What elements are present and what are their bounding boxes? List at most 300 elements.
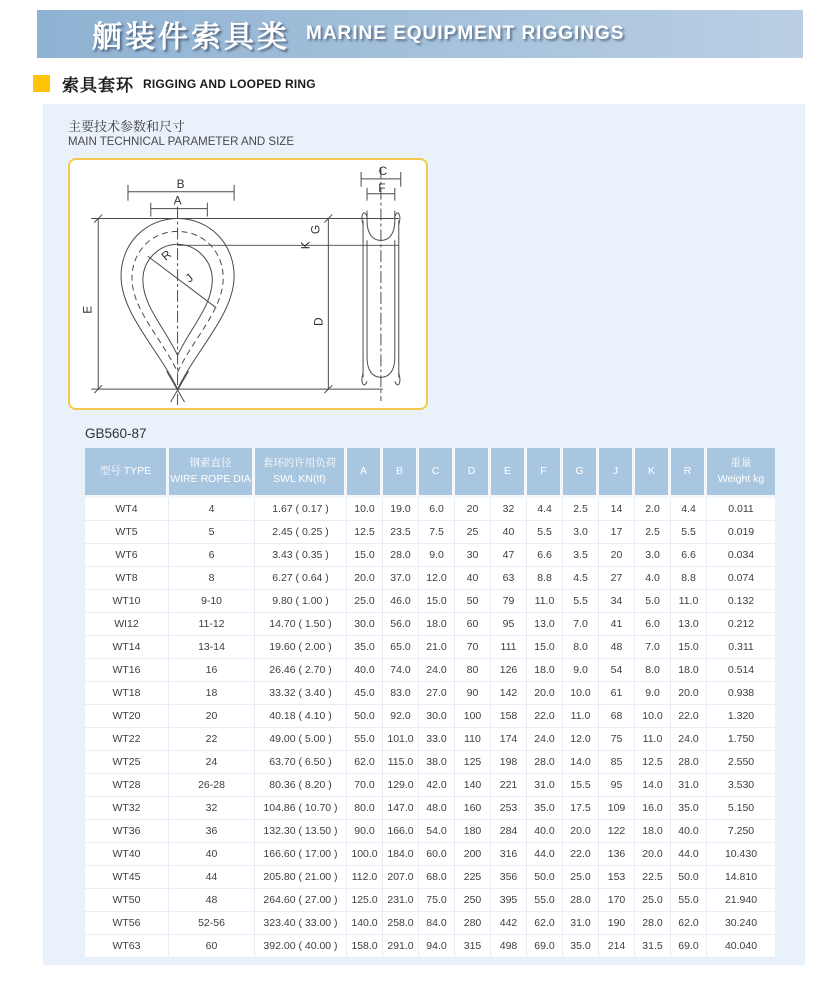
technical-drawing-box <box>68 158 428 410</box>
cell-b: 46.0 <box>383 590 419 613</box>
cell-type: WT56 <box>85 912 169 935</box>
cell-j: 34 <box>599 590 635 613</box>
cell-wire-rope-dia: 32 <box>169 797 255 820</box>
cell-type: WT36 <box>85 820 169 843</box>
cell-swl: 40.18 ( 4.10 ) <box>255 705 347 728</box>
cell-k: 6.0 <box>635 613 671 636</box>
cell-e: 284 <box>491 820 527 843</box>
cell-swl: 104.86 ( 10.70 ) <box>255 797 347 820</box>
cell-weight: 0.938 <box>707 682 775 705</box>
col-header-f: F <box>527 448 563 498</box>
cell-g: 35.0 <box>563 935 599 958</box>
cell-k: 3.0 <box>635 544 671 567</box>
cell-r: 13.0 <box>671 613 707 636</box>
cell-b: 184.0 <box>383 843 419 866</box>
panel-subtitle-en: MAIN TECHNICAL PARAMETER AND SIZE <box>68 136 294 148</box>
cell-type: WT20 <box>85 705 169 728</box>
dim-label-g: G <box>308 224 323 235</box>
page-banner <box>37 10 803 58</box>
cell-wire-rope-dia: 5 <box>169 521 255 544</box>
cell-r: 50.0 <box>671 866 707 889</box>
cell-weight: 0.019 <box>707 521 775 544</box>
cell-d: 140 <box>455 774 491 797</box>
cell-j: 109 <box>599 797 635 820</box>
cell-f: 11.0 <box>527 590 563 613</box>
cell-a: 40.0 <box>347 659 383 682</box>
cell-a: 10.0 <box>347 498 383 521</box>
cell-k: 11.0 <box>635 728 671 751</box>
cell-wire-rope-dia: 40 <box>169 843 255 866</box>
cell-weight: 10.430 <box>707 843 775 866</box>
cell-weight: 1.320 <box>707 705 775 728</box>
cell-d: 315 <box>455 935 491 958</box>
table-row <box>85 751 775 774</box>
cell-swl: 166.60 ( 17.00 ) <box>255 843 347 866</box>
cell-b: 65.0 <box>383 636 419 659</box>
cell-j: 75 <box>599 728 635 751</box>
cell-g: 14.0 <box>563 751 599 774</box>
cell-g: 8.0 <box>563 636 599 659</box>
table-row <box>85 498 775 521</box>
thimble-diagram <box>71 161 425 407</box>
cell-type: WI12 <box>85 613 169 636</box>
cell-g: 3.0 <box>563 521 599 544</box>
cell-d: 80 <box>455 659 491 682</box>
cell-c: 6.0 <box>419 498 455 521</box>
cell-f: 6.6 <box>527 544 563 567</box>
cell-c: 75.0 <box>419 889 455 912</box>
cell-wire-rope-dia: 6 <box>169 544 255 567</box>
table-row <box>85 843 775 866</box>
cell-b: 166.0 <box>383 820 419 843</box>
cell-weight: 1.750 <box>707 728 775 751</box>
cell-wire-rope-dia: 4 <box>169 498 255 521</box>
table-row <box>85 866 775 889</box>
cell-j: 48 <box>599 636 635 659</box>
cell-a: 90.0 <box>347 820 383 843</box>
table-row <box>85 820 775 843</box>
col-header-r: R <box>671 448 707 498</box>
spec-table <box>85 448 775 958</box>
cell-a: 35.0 <box>347 636 383 659</box>
cell-e: 63 <box>491 567 527 590</box>
cell-d: 160 <box>455 797 491 820</box>
cell-swl: 6.27 ( 0.64 ) <box>255 567 347 590</box>
cell-g: 22.0 <box>563 843 599 866</box>
cell-e: 395 <box>491 889 527 912</box>
cell-e: 79 <box>491 590 527 613</box>
cell-d: 225 <box>455 866 491 889</box>
cell-a: 140.0 <box>347 912 383 935</box>
cell-g: 12.0 <box>563 728 599 751</box>
cell-c: 30.0 <box>419 705 455 728</box>
col-header-k: K <box>635 448 671 498</box>
cell-b: 83.0 <box>383 682 419 705</box>
cell-b: 231.0 <box>383 889 419 912</box>
cell-wire-rope-dia: 8 <box>169 567 255 590</box>
cell-e: 95 <box>491 613 527 636</box>
cell-k: 31.5 <box>635 935 671 958</box>
cell-wire-rope-dia: 22 <box>169 728 255 751</box>
cell-swl: 9.80 ( 1.00 ) <box>255 590 347 613</box>
cell-c: 42.0 <box>419 774 455 797</box>
cell-e: 221 <box>491 774 527 797</box>
cell-swl: 19.60 ( 2.00 ) <box>255 636 347 659</box>
cell-g: 5.5 <box>563 590 599 613</box>
table-row <box>85 613 775 636</box>
cell-f: 4.4 <box>527 498 563 521</box>
cell-swl: 3.43 ( 0.35 ) <box>255 544 347 567</box>
cell-a: 62.0 <box>347 751 383 774</box>
cell-j: 14 <box>599 498 635 521</box>
cell-r: 55.0 <box>671 889 707 912</box>
cell-d: 125 <box>455 751 491 774</box>
section-title-zh: 索具套环 <box>62 76 134 95</box>
table-row <box>85 521 775 544</box>
dim-label-a: A <box>173 193 182 208</box>
cell-type: WT28 <box>85 774 169 797</box>
cell-d: 50 <box>455 590 491 613</box>
cell-j: 153 <box>599 866 635 889</box>
cell-f: 13.0 <box>527 613 563 636</box>
cell-d: 70 <box>455 636 491 659</box>
cell-wire-rope-dia: 48 <box>169 889 255 912</box>
col-header-b: B <box>383 448 419 498</box>
cell-g: 2.5 <box>563 498 599 521</box>
cell-d: 180 <box>455 820 491 843</box>
cell-d: 100 <box>455 705 491 728</box>
cell-weight: 0.132 <box>707 590 775 613</box>
cell-f: 20.0 <box>527 682 563 705</box>
cell-e: 253 <box>491 797 527 820</box>
cell-wire-rope-dia: 44 <box>169 866 255 889</box>
col-header-c: C <box>419 448 455 498</box>
table-row <box>85 590 775 613</box>
panel-subtitle-zh: 主要技术参数和尺寸 <box>68 119 186 134</box>
cell-c: 24.0 <box>419 659 455 682</box>
cell-swl: 323.40 ( 33.00 ) <box>255 912 347 935</box>
cell-b: 258.0 <box>383 912 419 935</box>
cell-r: 31.0 <box>671 774 707 797</box>
cell-wire-rope-dia: 60 <box>169 935 255 958</box>
cell-e: 142 <box>491 682 527 705</box>
cell-a: 20.0 <box>347 567 383 590</box>
cell-type: WT22 <box>85 728 169 751</box>
cell-a: 112.0 <box>347 866 383 889</box>
cell-j: 122 <box>599 820 635 843</box>
cell-a: 25.0 <box>347 590 383 613</box>
cell-e: 316 <box>491 843 527 866</box>
cell-b: 74.0 <box>383 659 419 682</box>
cell-k: 7.0 <box>635 636 671 659</box>
cell-g: 28.0 <box>563 889 599 912</box>
table-row <box>85 636 775 659</box>
banner-title-en: MARINE EQUIPMENT RIGGINGS <box>306 23 625 44</box>
cell-k: 4.0 <box>635 567 671 590</box>
cell-j: 170 <box>599 889 635 912</box>
cell-swl: 264.60 ( 27.00 ) <box>255 889 347 912</box>
cell-r: 15.0 <box>671 636 707 659</box>
cell-f: 22.0 <box>527 705 563 728</box>
cell-wire-rope-dia: 26-28 <box>169 774 255 797</box>
cell-a: 45.0 <box>347 682 383 705</box>
cell-g: 31.0 <box>563 912 599 935</box>
cell-c: 27.0 <box>419 682 455 705</box>
table-row <box>85 774 775 797</box>
cell-j: 214 <box>599 935 635 958</box>
cell-type: WT16 <box>85 659 169 682</box>
cell-type: WT14 <box>85 636 169 659</box>
cell-e: 32 <box>491 498 527 521</box>
cell-e: 198 <box>491 751 527 774</box>
cell-type: WT10 <box>85 590 169 613</box>
cell-d: 110 <box>455 728 491 751</box>
cell-f: 50.0 <box>527 866 563 889</box>
cell-k: 9.0 <box>635 682 671 705</box>
spec-table-header <box>85 448 775 498</box>
cell-d: 25 <box>455 521 491 544</box>
table-row <box>85 797 775 820</box>
cell-wire-rope-dia: 16 <box>169 659 255 682</box>
col-header-swl: 套环的许用负荷 SWL KN(tf) <box>255 448 347 498</box>
cell-type: WT25 <box>85 751 169 774</box>
cell-r: 4.4 <box>671 498 707 521</box>
cell-f: 40.0 <box>527 820 563 843</box>
cell-swl: 132.30 ( 13.50 ) <box>255 820 347 843</box>
cell-weight: 14.810 <box>707 866 775 889</box>
cell-k: 12.5 <box>635 751 671 774</box>
cell-type: WT40 <box>85 843 169 866</box>
cell-r: 44.0 <box>671 843 707 866</box>
cell-g: 7.0 <box>563 613 599 636</box>
cell-g: 3.5 <box>563 544 599 567</box>
cell-type: WT18 <box>85 682 169 705</box>
cell-j: 190 <box>599 912 635 935</box>
cell-wire-rope-dia: 20 <box>169 705 255 728</box>
cell-f: 44.0 <box>527 843 563 866</box>
cell-d: 40 <box>455 567 491 590</box>
cell-type: WT32 <box>85 797 169 820</box>
cell-k: 10.0 <box>635 705 671 728</box>
cell-wire-rope-dia: 52-56 <box>169 912 255 935</box>
cell-c: 60.0 <box>419 843 455 866</box>
cell-c: 84.0 <box>419 912 455 935</box>
cell-f: 5.5 <box>527 521 563 544</box>
cell-k: 28.0 <box>635 912 671 935</box>
cell-a: 50.0 <box>347 705 383 728</box>
cell-d: 20 <box>455 498 491 521</box>
cell-r: 22.0 <box>671 705 707 728</box>
cell-b: 37.0 <box>383 567 419 590</box>
cell-f: 28.0 <box>527 751 563 774</box>
cell-swl: 14.70 ( 1.50 ) <box>255 613 347 636</box>
cell-g: 17.5 <box>563 797 599 820</box>
cell-wire-rope-dia: 9-10 <box>169 590 255 613</box>
cell-a: 158.0 <box>347 935 383 958</box>
dim-label-r: R <box>158 247 175 264</box>
cell-c: 21.0 <box>419 636 455 659</box>
cell-k: 8.0 <box>635 659 671 682</box>
cell-swl: 2.45 ( 0.25 ) <box>255 521 347 544</box>
cell-b: 147.0 <box>383 797 419 820</box>
cell-c: 7.5 <box>419 521 455 544</box>
table-row <box>85 567 775 590</box>
section-heading <box>33 71 316 96</box>
cell-b: 56.0 <box>383 613 419 636</box>
cell-wire-rope-dia: 18 <box>169 682 255 705</box>
cell-k: 18.0 <box>635 820 671 843</box>
cell-type: WT50 <box>85 889 169 912</box>
dim-label-e: E <box>80 305 95 314</box>
cell-a: 125.0 <box>347 889 383 912</box>
cell-e: 498 <box>491 935 527 958</box>
cell-d: 90 <box>455 682 491 705</box>
cell-k: 20.0 <box>635 843 671 866</box>
cell-k: 16.0 <box>635 797 671 820</box>
content-panel <box>43 104 805 965</box>
cell-wire-rope-dia: 13-14 <box>169 636 255 659</box>
cell-a: 100.0 <box>347 843 383 866</box>
cell-e: 174 <box>491 728 527 751</box>
cell-r: 11.0 <box>671 590 707 613</box>
cell-swl: 49.00 ( 5.00 ) <box>255 728 347 751</box>
cell-j: 54 <box>599 659 635 682</box>
col-header-type: 型号 TYPE <box>85 448 169 498</box>
cell-k: 2.5 <box>635 521 671 544</box>
cell-b: 115.0 <box>383 751 419 774</box>
cell-type: WT63 <box>85 935 169 958</box>
standard-code: GB560-87 <box>85 426 147 441</box>
cell-c: 12.0 <box>419 567 455 590</box>
cell-r: 18.0 <box>671 659 707 682</box>
cell-f: 62.0 <box>527 912 563 935</box>
cell-type: WT45 <box>85 866 169 889</box>
cell-r: 24.0 <box>671 728 707 751</box>
cell-a: 12.5 <box>347 521 383 544</box>
cell-j: 27 <box>599 567 635 590</box>
cell-k: 5.0 <box>635 590 671 613</box>
cell-e: 47 <box>491 544 527 567</box>
cell-k: 22.5 <box>635 866 671 889</box>
cell-j: 85 <box>599 751 635 774</box>
cell-type: WT6 <box>85 544 169 567</box>
table-row <box>85 935 775 958</box>
cell-f: 55.0 <box>527 889 563 912</box>
cell-k: 14.0 <box>635 774 671 797</box>
cell-wire-rope-dia: 24 <box>169 751 255 774</box>
cell-r: 69.0 <box>671 935 707 958</box>
cell-c: 94.0 <box>419 935 455 958</box>
cell-swl: 1.67 ( 0.17 ) <box>255 498 347 521</box>
dim-label-c: C <box>378 163 388 178</box>
cell-j: 68 <box>599 705 635 728</box>
cell-weight: 0.514 <box>707 659 775 682</box>
cell-e: 111 <box>491 636 527 659</box>
dim-label-k: K <box>298 241 313 250</box>
dim-label-d: D <box>311 317 326 326</box>
cell-weight: 7.250 <box>707 820 775 843</box>
cell-b: 207.0 <box>383 866 419 889</box>
cell-d: 280 <box>455 912 491 935</box>
cell-j: 61 <box>599 682 635 705</box>
col-header-d: D <box>455 448 491 498</box>
col-header-e: E <box>491 448 527 498</box>
table-row <box>85 682 775 705</box>
cell-c: 18.0 <box>419 613 455 636</box>
table-row <box>85 544 775 567</box>
cell-k: 2.0 <box>635 498 671 521</box>
cell-e: 40 <box>491 521 527 544</box>
cell-d: 250 <box>455 889 491 912</box>
cell-b: 101.0 <box>383 728 419 751</box>
table-row <box>85 728 775 751</box>
cell-weight: 0.074 <box>707 567 775 590</box>
cell-weight: 0.034 <box>707 544 775 567</box>
cell-e: 356 <box>491 866 527 889</box>
banner-title-zh: 舾装件索具类 <box>92 21 290 54</box>
cell-j: 95 <box>599 774 635 797</box>
cell-g: 25.0 <box>563 866 599 889</box>
cell-weight: 0.212 <box>707 613 775 636</box>
cell-c: 33.0 <box>419 728 455 751</box>
cell-j: 41 <box>599 613 635 636</box>
cell-weight: 3.530 <box>707 774 775 797</box>
cell-j: 136 <box>599 843 635 866</box>
cell-swl: 33.32 ( 3.40 ) <box>255 682 347 705</box>
cell-b: 19.0 <box>383 498 419 521</box>
dim-label-f: F <box>378 180 386 195</box>
cell-d: 60 <box>455 613 491 636</box>
dim-label-b: B <box>176 176 185 191</box>
cell-weight: 2.550 <box>707 751 775 774</box>
cell-k: 25.0 <box>635 889 671 912</box>
col-header-a: A <box>347 448 383 498</box>
col-header-g: G <box>563 448 599 498</box>
cell-c: 48.0 <box>419 797 455 820</box>
cell-r: 8.8 <box>671 567 707 590</box>
cell-f: 8.8 <box>527 567 563 590</box>
cell-r: 6.6 <box>671 544 707 567</box>
cell-b: 28.0 <box>383 544 419 567</box>
cell-swl: 392.00 ( 40.00 ) <box>255 935 347 958</box>
cell-wire-rope-dia: 11-12 <box>169 613 255 636</box>
cell-j: 17 <box>599 521 635 544</box>
cell-r: 20.0 <box>671 682 707 705</box>
table-row <box>85 659 775 682</box>
cell-type: WT4 <box>85 498 169 521</box>
cell-g: 20.0 <box>563 820 599 843</box>
cell-c: 54.0 <box>419 820 455 843</box>
cell-weight: 40.040 <box>707 935 775 958</box>
cell-f: 18.0 <box>527 659 563 682</box>
cell-weight: 5.150 <box>707 797 775 820</box>
cell-type: WT5 <box>85 521 169 544</box>
cell-wire-rope-dia: 36 <box>169 820 255 843</box>
cell-r: 5.5 <box>671 521 707 544</box>
cell-g: 15.5 <box>563 774 599 797</box>
cell-swl: 205.80 ( 21.00 ) <box>255 866 347 889</box>
cell-swl: 80.36 ( 8.20 ) <box>255 774 347 797</box>
cell-c: 68.0 <box>419 866 455 889</box>
cell-c: 38.0 <box>419 751 455 774</box>
cell-swl: 63.70 ( 6.50 ) <box>255 751 347 774</box>
cell-weight: 30.240 <box>707 912 775 935</box>
cell-f: 69.0 <box>527 935 563 958</box>
cell-c: 9.0 <box>419 544 455 567</box>
cell-g: 10.0 <box>563 682 599 705</box>
cell-b: 23.5 <box>383 521 419 544</box>
cell-r: 35.0 <box>671 797 707 820</box>
